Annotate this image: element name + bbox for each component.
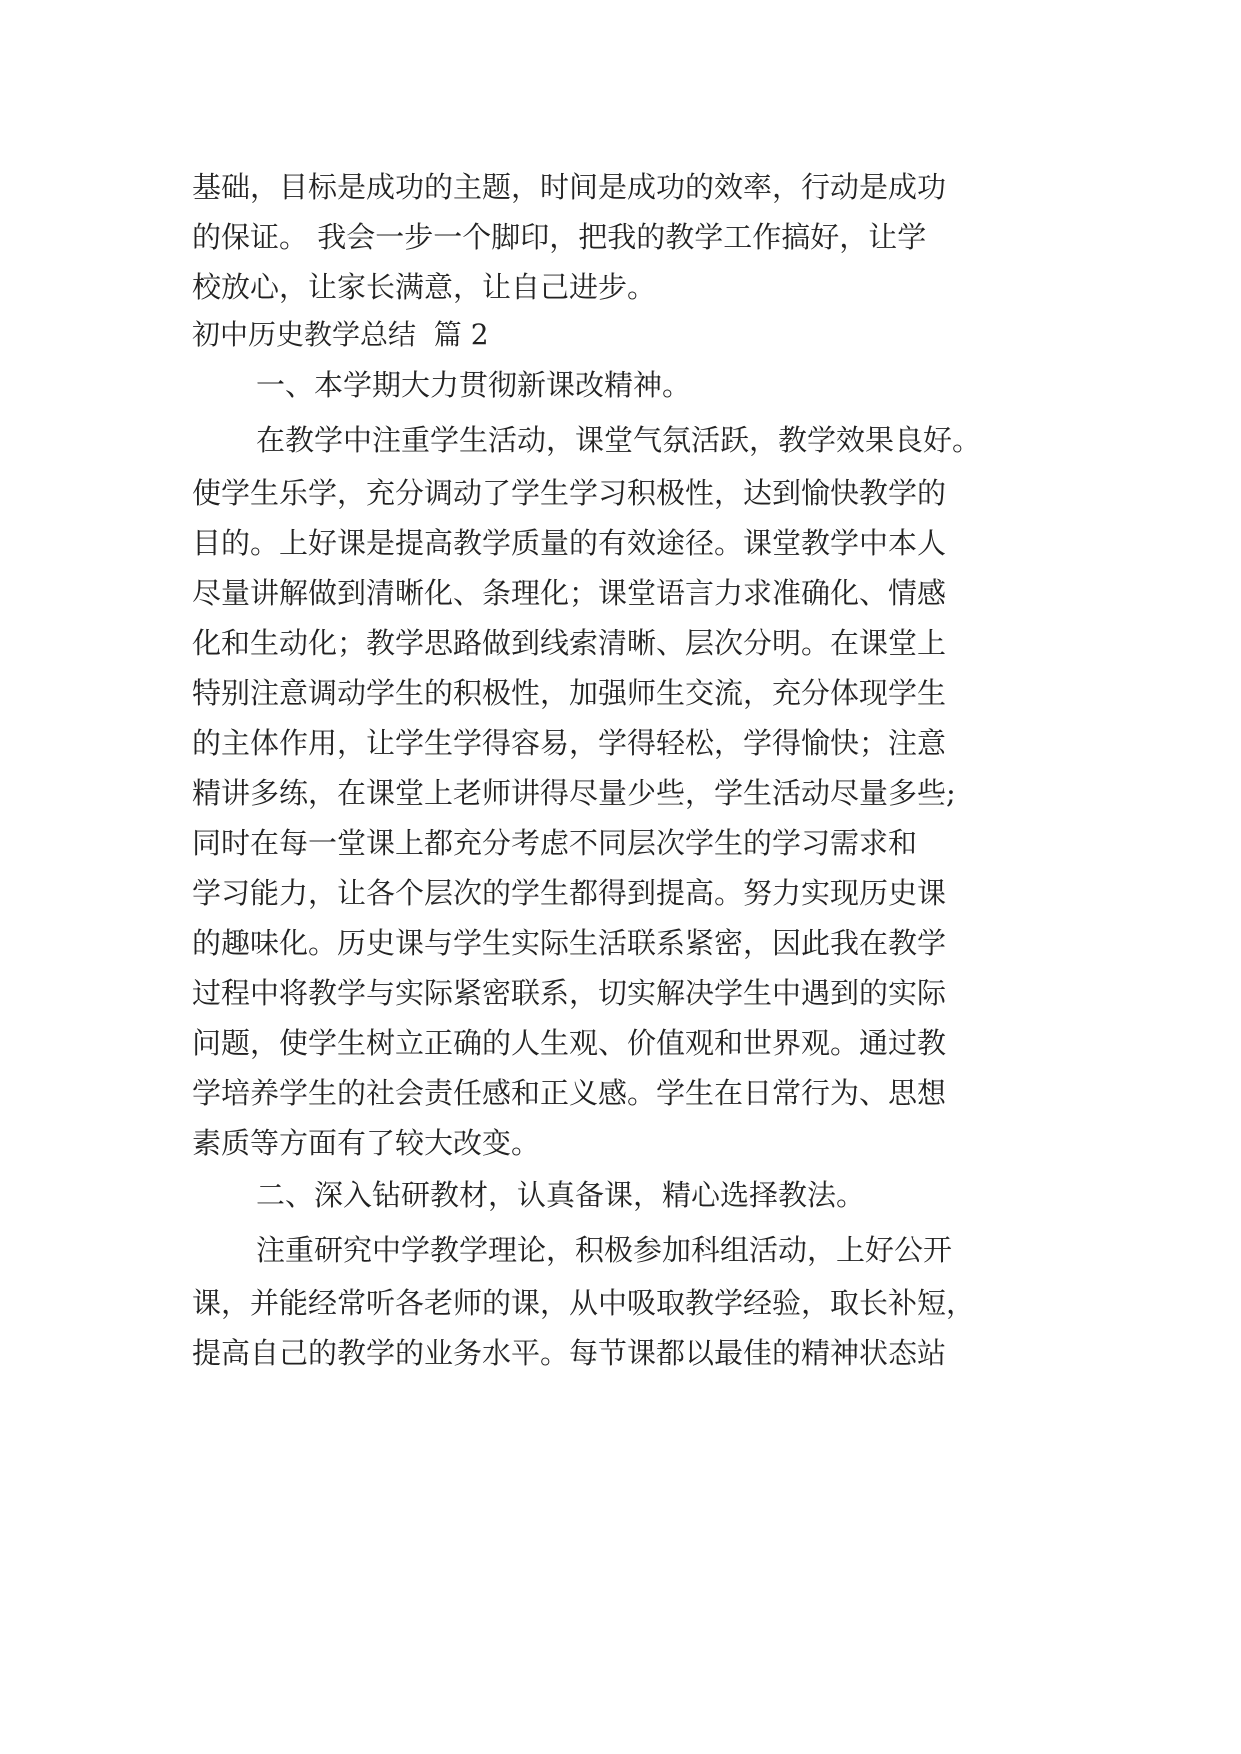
section-title: 初中历史教学总结 篇 2 [192, 318, 489, 351]
point-one-line-10: 学习能力，让各个层次的学生都得到提高。努力实现历史课 [192, 876, 947, 910]
point-one-line-7: 的主体作用，让学生学得容易，学得轻松，学得愉快；注意 [192, 726, 947, 760]
point-one-line-5: 化和生动化；教学思路做到线索清晰、层次分明。在课堂上 [192, 626, 947, 660]
intro-line-2: 的保证。 我会一步一个脚印，把我的教学工作搞好，让学 [192, 220, 927, 254]
point-one-line-1: 在教学中注重学生活动，课堂气氛活跃，教学效果良好。 [256, 423, 982, 457]
point-one-heading: 一、本学期大力贯彻新课改精神。 [256, 368, 692, 402]
point-one-line-4: 尽量讲解做到清晰化、条理化；课堂语言力求准确化、情感 [192, 576, 947, 610]
point-two-line-2: 课，并能经常听各老师的课，从中吸取教学经验，取长补短， [192, 1286, 976, 1320]
intro-line-1: 基础，目标是成功的主题，时间是成功的效率，行动是成功 [192, 170, 947, 204]
point-one-line-3: 目的。上好课是提高教学质量的有效途径。课堂教学中本人 [192, 526, 947, 560]
point-one-line-12: 过程中将教学与实际紧密联系，切实解决学生中遇到的实际 [192, 976, 947, 1010]
point-two-line-1: 注重研究中学教学理论，积极参加科组活动，上好公开 [256, 1233, 953, 1267]
point-one-line-13: 问题，使学生树立正确的人生观、价值观和世界观。通过教 [192, 1026, 947, 1060]
intro-line-3: 校放心，让家长满意，让自己进步。 [192, 270, 657, 304]
point-one-line-15: 素质等方面有了较大改变。 [192, 1126, 541, 1160]
point-one-line-11: 的趣味化。历史课与学生实际生活联系紧密，因此我在教学 [192, 926, 947, 960]
point-one-line-14: 学培养学生的社会责任感和正义感。学生在日常行为、思想 [192, 1076, 947, 1110]
point-one-line-6: 特别注意调动学生的积极性，加强师生交流，充分体现学生 [192, 676, 947, 710]
document-body [192, 162, 1052, 1378]
point-one-line-8: 精讲多练，在课堂上老师讲得尽量少些，学生活动尽量多些; [192, 776, 956, 810]
point-one-line-2: 使学生乐学，充分调动了学生学习积极性，达到愉快教学的 [192, 476, 947, 510]
point-two-line-3: 提高自己的教学的业务水平。每节课都以最佳的精神状态站 [192, 1336, 947, 1370]
point-one-line-9: 同时在每一堂课上都充分考虑不同层次学生的学习需求和 [192, 826, 918, 860]
point-two-heading: 二、深入钻研教材，认真备课，精心选择教法。 [256, 1178, 866, 1212]
